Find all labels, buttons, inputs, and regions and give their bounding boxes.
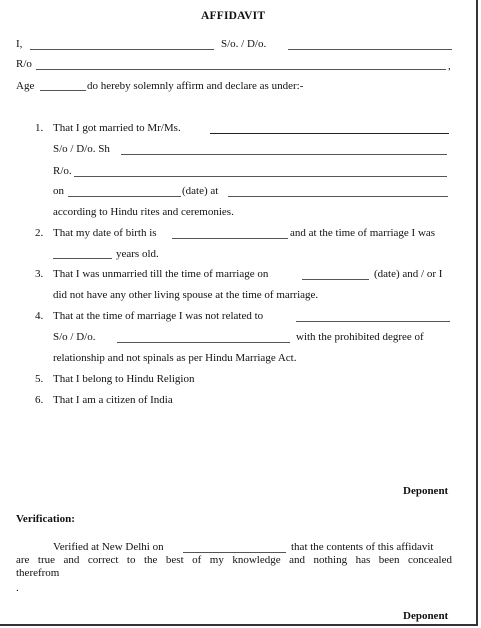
verification-therefrom: therefrom: [16, 567, 60, 579]
date-of-birth-blank[interactable]: [172, 238, 288, 239]
item-number-3: 3.: [35, 268, 44, 280]
item-1-married-to: That I got married to Mr/Ms.: [53, 122, 181, 134]
item-4-hindu-marriage-act: relationship and not spinals as per Hindu Marriage Act.: [53, 352, 297, 364]
unmarried-date-blank[interactable]: [302, 279, 369, 280]
not-related-name-blank[interactable]: [296, 321, 450, 322]
item-number-5: 5.: [35, 373, 44, 385]
item-6-citizenship: That I am a citizen of India: [53, 394, 173, 406]
item-1-spouse-residence: R/o.: [53, 165, 72, 177]
verification-dot: .: [16, 582, 19, 594]
age-at-marriage-blank[interactable]: [53, 258, 112, 259]
item-1-spouse-parent: S/o / D/o. Sh: [53, 143, 110, 155]
item-4-parent: S/o / D/o.: [53, 331, 96, 343]
spouse-residence-blank[interactable]: [74, 176, 447, 177]
item-1-date-at: (date) at: [182, 185, 219, 197]
item-1-hindu-rites: according to Hindu rites and ceremonies.: [53, 206, 234, 218]
verification-true-correct: are true and correct to the best of my knowledge and nothing has been concealed: [16, 554, 452, 566]
item-2-date-of-birth: That my date of birth is: [53, 227, 157, 239]
item-4-not-related: That at the time of marriage I was not related to: [53, 310, 264, 322]
residence-comma: ,: [448, 60, 451, 72]
spouse-parent-blank[interactable]: [121, 154, 447, 155]
age-label: Age: [16, 80, 35, 92]
deponent-name-label: I,: [16, 38, 23, 50]
verification-verified-at: Verified at New Delhi on: [53, 541, 164, 553]
parent-name-blank[interactable]: [288, 49, 452, 50]
deponent-name-blank[interactable]: [30, 49, 214, 50]
item-number-4: 4.: [35, 310, 44, 322]
item-2-age-at-marriage: and at the time of marriage I was: [290, 227, 436, 239]
age-blank[interactable]: [40, 90, 86, 91]
not-related-parent-blank[interactable]: [117, 342, 290, 343]
item-3-unmarried: That I was unmarried till the time of marriage on: [53, 268, 269, 280]
deponent-signature-label: Deponent: [403, 485, 449, 497]
solemn-declaration-text: do hereby solemnly affirm and declare as under:-: [87, 80, 304, 92]
spouse-name-blank[interactable]: [210, 133, 449, 134]
deponent-signature-label-verification: Deponent: [403, 610, 449, 622]
residence-label: R/o: [16, 58, 32, 70]
item-3-date-and-or: (date) and / or I: [374, 268, 443, 280]
item-number-2: 2.: [35, 227, 44, 239]
item-number-6: 6.: [35, 394, 44, 406]
marriage-date-blank[interactable]: [68, 196, 181, 197]
item-2-years-old: years old.: [116, 248, 159, 260]
residence-blank[interactable]: [36, 69, 446, 70]
document-title: AFFIDAVIT: [201, 10, 266, 22]
verification-contents: that the contents of this affidavit: [291, 541, 434, 553]
item-1-on: on: [53, 185, 64, 197]
item-3-no-spouse: did not have any other living spouse at the time of marriage.: [53, 289, 319, 301]
item-5-religion: That I belong to Hindu Religion: [53, 373, 195, 385]
verification-heading: Verification:: [16, 513, 75, 525]
parent-label: S/o. / D/o.: [221, 38, 267, 50]
item-number-1: 1.: [35, 122, 44, 134]
item-4-prohibited-degree: with the prohibited degree of: [296, 331, 424, 343]
marriage-place-blank[interactable]: [228, 196, 448, 197]
verification-date-blank[interactable]: [183, 552, 286, 553]
